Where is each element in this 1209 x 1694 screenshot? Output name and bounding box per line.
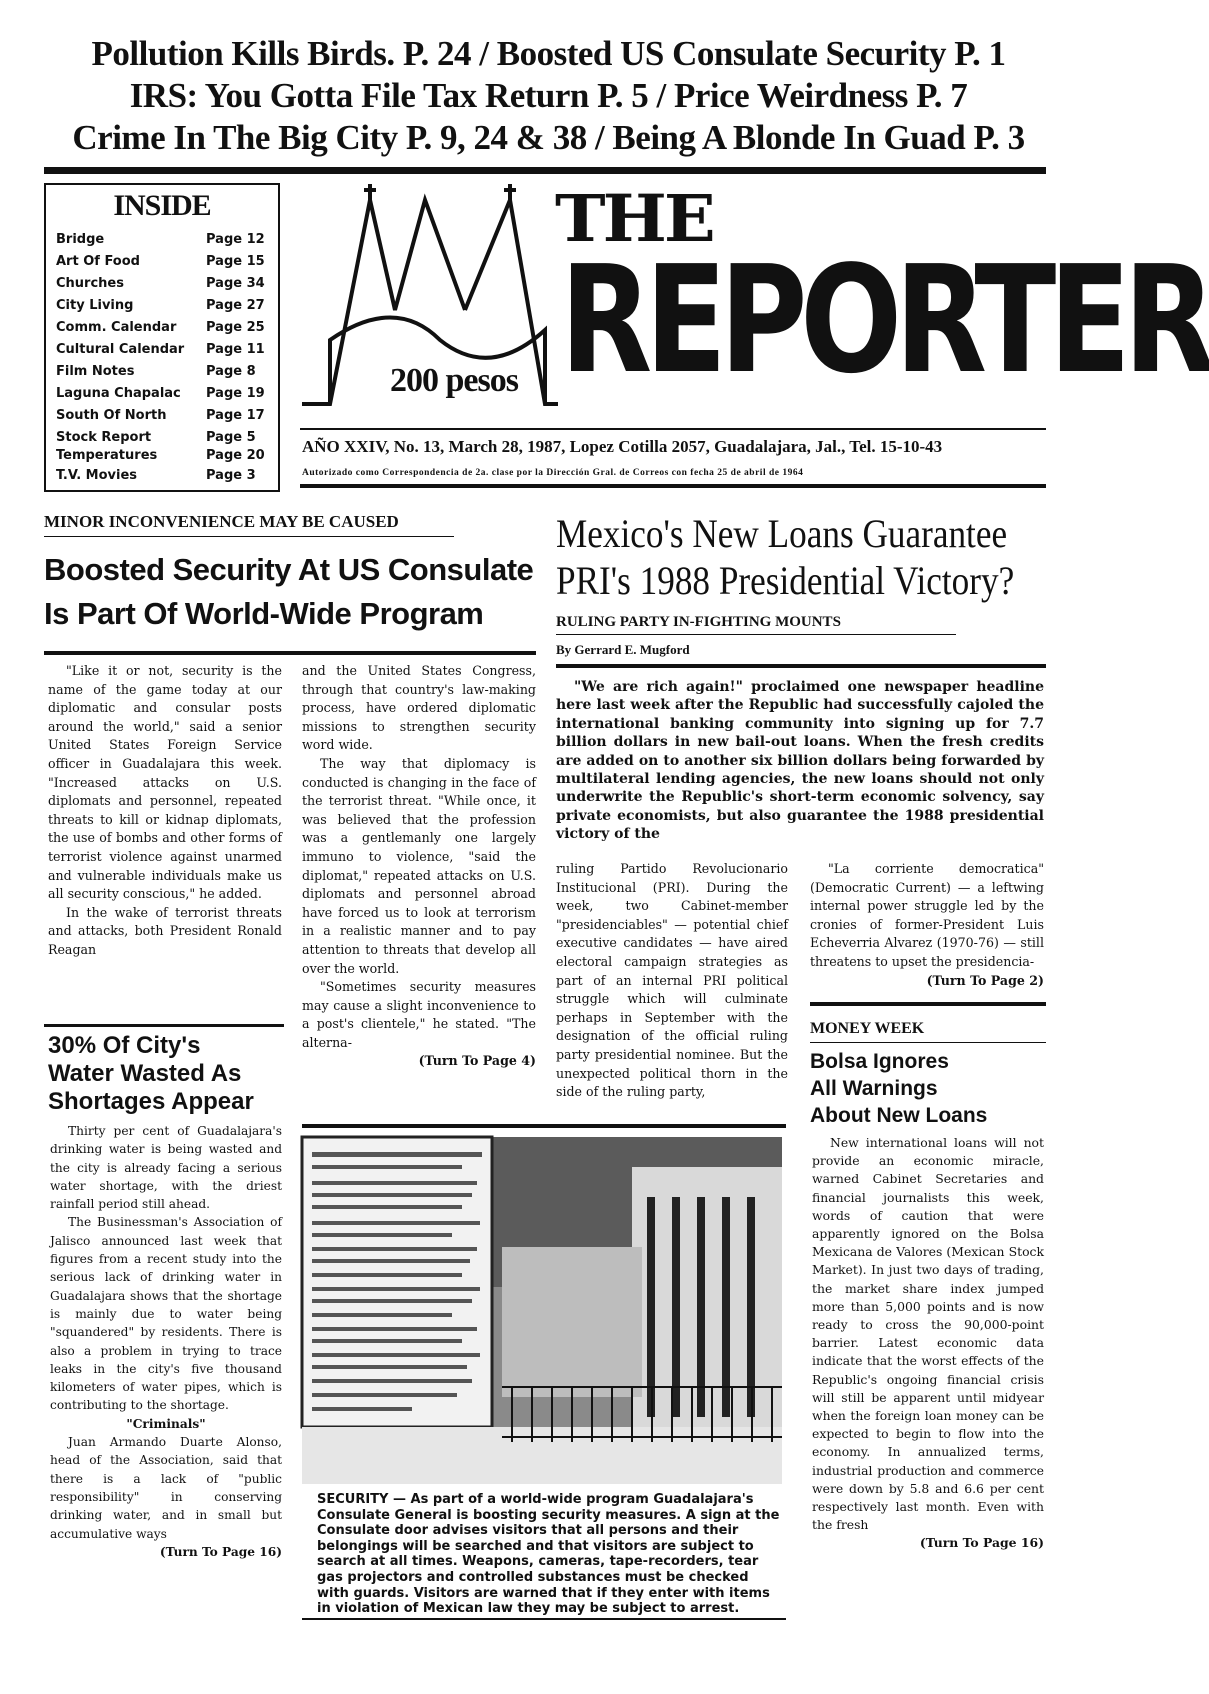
story1-headline: Boosted Security At US Consulate Is Part Of World-Wide Program — [44, 552, 534, 631]
index-item: Film Notes Page 8 — [56, 364, 256, 379]
story4-body: New international loans will not provide an economic miracle, warned Cabinet Secretaries and financial journalists this week, words of caution that were apparently ignored on the Bolsa Mexicana de Valores (Mexican Stock Market). In just two days of trading, the market share index jumped more than 5,000 points and is now ready to cross the 90,000-point barrier. Latest economic data indicate that the worst effects of the Republic's ongoing financial crisis will still be apparent until midyear when the foreign loan money can be expected to begin to flow into the economy. In annualized terms, industrial production and commerce were down by 5.8 and 6.6 per cent respectively last month. Even with the fresh (Turn To Page 16) — [812, 1134, 1044, 1553]
story3-headline: 30% Of City's Water Wasted As Shortages Appear — [48, 1032, 254, 1115]
index-item: Art Of Food Page 15 — [56, 254, 265, 269]
masthead-bottom-rule — [300, 484, 1046, 488]
kicker-rule — [44, 536, 454, 537]
turn-to-page: (Turn To Page 16) — [159, 1544, 282, 1559]
story2-column-1: ruling Partido Revolucionario Institucional (PRI). During the week, two Cabinet-member "presidenciables" — potential chief executive candidates — have aired electoral campaign strategies as part of an internal PRI political struggle which will culminate perhaps in September with the designation of the official ruling party presidential nominee. But the unexpected political thorn in the side of the ruling party, — [556, 861, 788, 1100]
turn-to-page: (Turn To Page 16) — [919, 1535, 1044, 1551]
story4-headline: Bolsa Ignores All Warnings About New Loans — [810, 1050, 988, 1127]
index-item: Bridge Page 12 — [56, 232, 265, 247]
index-item: Laguna Chapalac Page 19 — [56, 386, 265, 401]
index-item: City Living Page 27 — [56, 298, 265, 313]
story4-kicker: MONEY WEEK — [810, 1020, 925, 1037]
masthead-the: THE — [555, 181, 713, 257]
photo-caption — [317, 1492, 782, 1617]
consulate-photo — [302, 1137, 782, 1484]
caption-rule — [302, 1618, 786, 1620]
story1-column-2: and the United States Congress, through that country's law-making process, have ordered diplomatic missions to strengthen security word wide. The way that diplomacy is conducted is changing in the face of the terrorist threat. "While once, it was believed that the profession was a gentlemanly one largely immuno to violence, "said the diplomat," repeated attacks on U.S. diplomats and personnel abroad have forced us to look at terrorism in a realistic manner and to pay attention to threats that develop all over the world. "Sometimes security measures may cause a slight inconvenience to a post's clientele," he stated. "The alterna- (Turn To Page 4) — [302, 662, 536, 1071]
story1-kicker: MINOR INCONVENIENCE MAY BE CAUSED — [44, 512, 399, 531]
story2-lead: "We are rich again!" proclaimed one newspaper headline here last week after the Republic had successfully cajoled the international banking community into signing up for 7.7 billion dollars in new bail-out loans. When the fresh credits are added on to another six billion dollars being forwarded by multilateral lending agencies, the new loans should not only underwrite the Republic's short-term economic solvency, say private economists, but also guarantee the 1988 presidential victory of the — [556, 679, 1044, 843]
dateline: AÑO XXIV, No. 13, March 28, 1987, Lopez Cotilla 2057, Guadalajara, Jal., Tel. 15-10-43 — [302, 437, 943, 456]
index-item: South Of North Page 17 — [56, 408, 265, 423]
story3-subhead: "Criminals" — [126, 1416, 206, 1431]
teaser-line-3: Crime In The Big City P. 9, 24 & 38 / Being A Blonde In Guad P. 3 — [72, 118, 1025, 157]
column-rule — [44, 1024, 284, 1027]
story3-body: Thirty per cent of Guadalajara's drinking water is being wasted and the city is already facing a serious water shortage, with the driest rainfall period still ahead. The Businessman's Association of Jalisco announced last week that figures from a recent study into the serious lack of drinking water in Guadalajara shows that the shortage is mainly due to water being "squandered" by residents. There is also a problem in trying to trace leaks in the city's five thousand kilometers of water pipes, which is contributing to the shortage. "Criminals" Juan Armando Duarte Alonso, head of the Association, said that there is a lack of "public responsibility" in conserving drinking water, and in small but accumulative ways (Turn To Page 16) — [50, 1122, 282, 1561]
index-item: Temperatures Page 20 — [56, 448, 265, 463]
story2-end-rule — [810, 1002, 1046, 1006]
photo-top-rule — [302, 1124, 786, 1128]
inside-title: INSIDE — [113, 189, 211, 222]
story2-kicker-rule — [556, 634, 956, 635]
teaser-line-2: IRS: You Gotta File Tax Return P. 5 / Price Weirdness P. 7 — [129, 76, 968, 115]
inside-index-box — [44, 183, 280, 492]
story2-byline: By Gerrard E. Mugford — [556, 642, 690, 657]
story1-column-1: "Like it or not, security is the name of the game today at our diplomatic and consular posts around the world," said a senior United States Foreign Service officer in Guadalajara this week. "Increased attacks on U.S. diplomats and personnel, repeated threats to kill or kidnap diplomats, the use of bombs and other forms of terrorist violence against unarmed and vulnerable individuals make us all security conscious," he added. In the wake of terrorist threats and attacks, both President Ronald Reagan — [48, 663, 282, 957]
price: 200 pesos — [390, 362, 518, 399]
story2-rule — [556, 664, 1046, 668]
story2-kicker: RULING PARTY IN-FIGHTING MOUNTS — [556, 614, 841, 630]
teaser-line-1: Pollution Kills Birds. P. 24 / Boosted US Consulate Security P. 1 — [91, 34, 1006, 73]
story2-headline: Mexico's New Loans Guarantee PRI's 1988 Presidential Victory? — [556, 511, 1015, 603]
story2-column-2: "La corriente democratica" (Democratic Current) — a leftwing internal power struggle led by the cronies of former-President Luis Echeverria Alvarez (1970-76) — still threatens to upset the presidencia- (Turn To Page 2) — [810, 860, 1044, 990]
index-item: Churches Page 34 — [56, 276, 265, 291]
top-rule — [44, 167, 1046, 174]
story4-kicker-rule — [810, 1042, 1046, 1043]
index-item: Cultural Calendar Page 11 — [56, 342, 265, 357]
index-item: T.V. Movies Page 3 — [56, 468, 256, 483]
masthead-reporter: REPORTER — [560, 234, 1209, 406]
story1-rule — [44, 651, 536, 655]
masthead-rule — [300, 428, 1046, 430]
index-item: Stock Report Page 5 — [56, 430, 256, 445]
index-item: Comm. Calendar Page 25 — [56, 320, 265, 335]
turn-to-page: (Turn To Page 4) — [418, 1053, 536, 1069]
consulate-photo-image — [302, 1137, 782, 1484]
postal-authorization: Autorizado como Correspondencia de 2a. clase por la Dirección Gral. de Correos con fecha 25 de abril de 1964 — [302, 468, 804, 478]
caption-label: SECURITY — — [317, 1492, 406, 1507]
turn-to-page: (Turn To Page 2) — [926, 972, 1044, 988]
caption-text: As part of a world-wide program Guadalajara's Consulate General is boosting security measures. A sign at the Consulate door advises visitors that all persons and their belongings will be searched and that visitors are subject to search at all times. Weapons, cameras, tape-recorders, tear gas projectors and controlled substances must be checked with guards. Visitors are warned that if they enter with items in violation of Mexican law they may be subject to arrest. — [317, 1492, 780, 1617]
